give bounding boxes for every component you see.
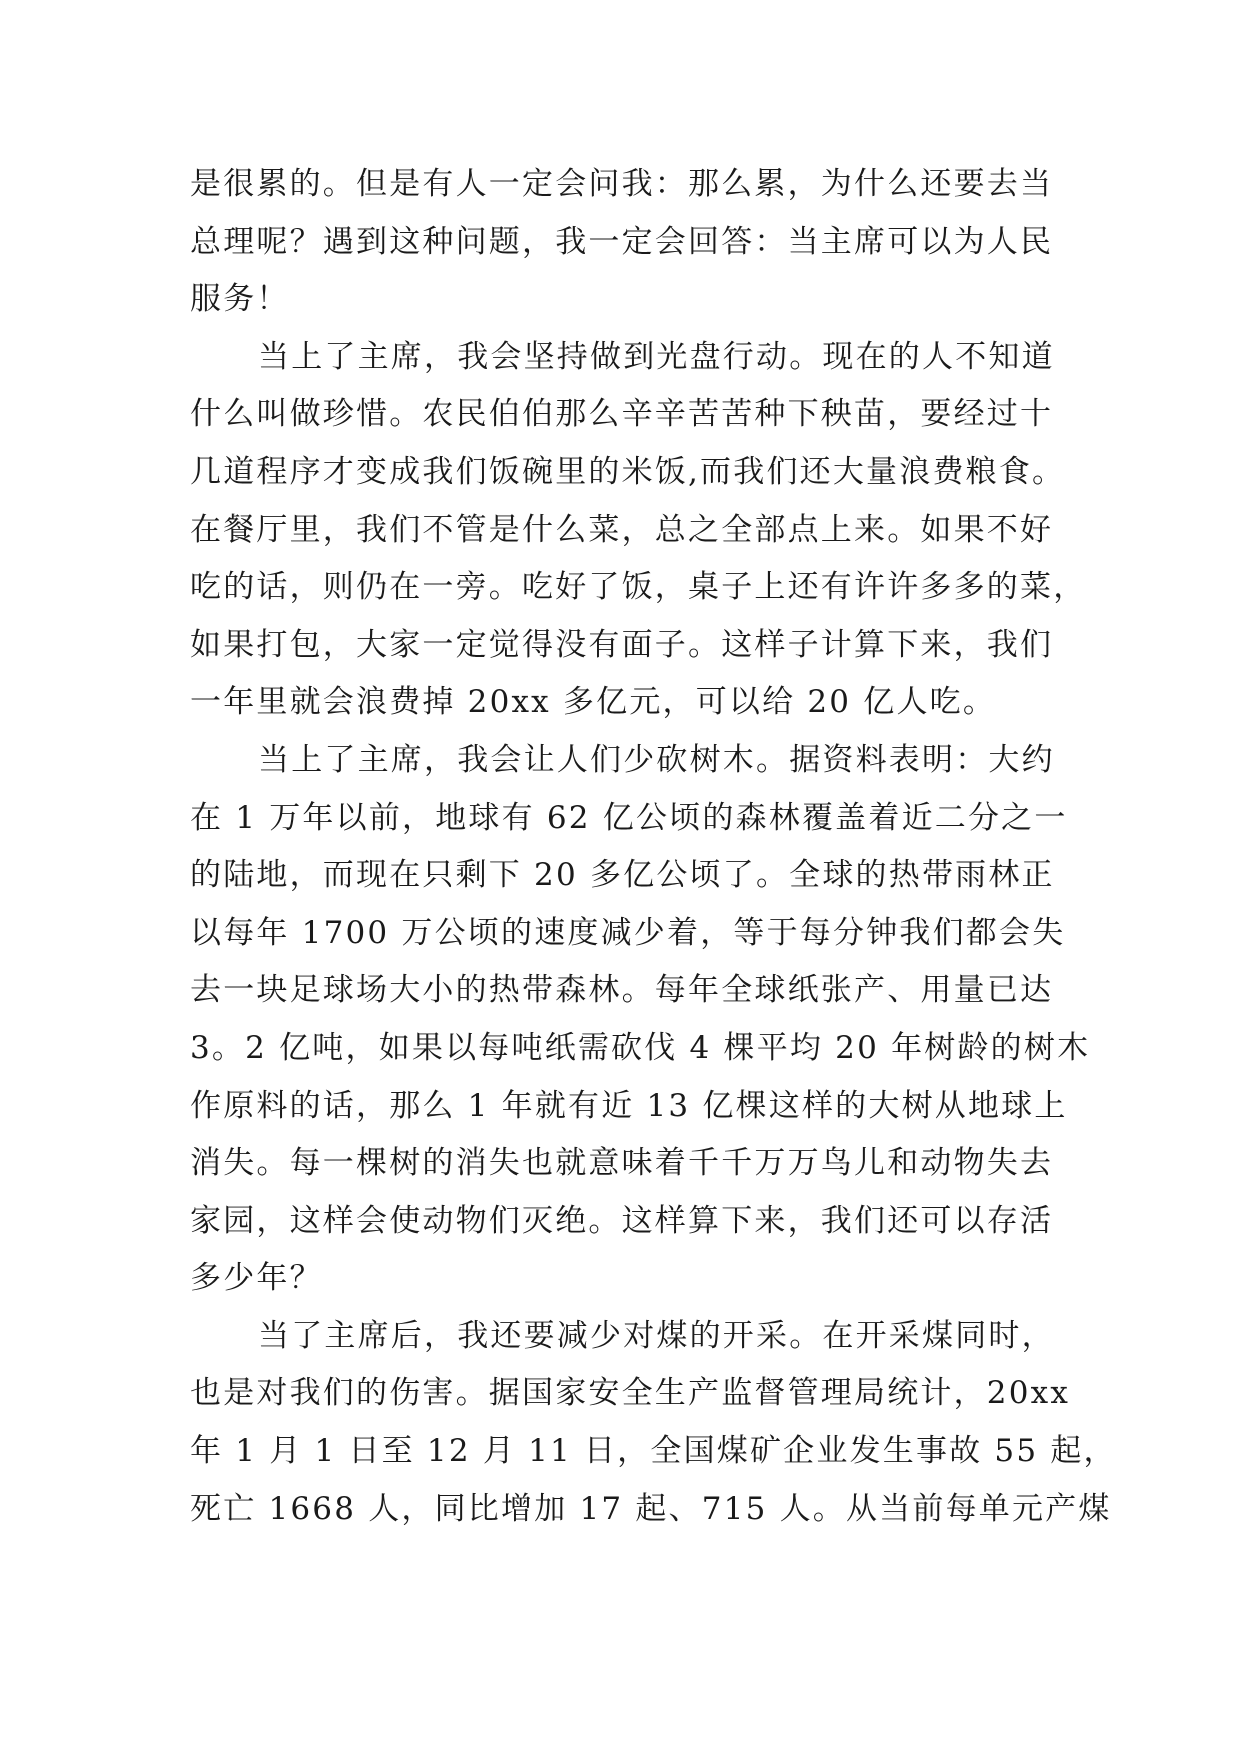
text-line: 去一块足球场大小的热带森林。每年全球纸张产、用量已达 <box>190 972 1054 1009</box>
text-line: 以每年 1700 万公顷的速度减少着，等于每分钟我们都会失 <box>190 914 1066 951</box>
text-line: 家园，这样会使动物们灭绝。这样算下来，我们还可以存活 <box>190 1202 1054 1239</box>
text-line: 服务！ <box>190 281 290 318</box>
text-line: 一年里就会浪费掉 20xx 多亿元，可以给 20 亿人吃。 <box>190 684 997 721</box>
text-line: 多少年？ <box>190 1260 323 1297</box>
paragraph-first-line: 当上了主席，我会让人们少砍树木。据资料表明：大约 <box>258 741 1055 778</box>
text-line: 是很累的。但是有人一定会问我：那么累，为什么还要去当 <box>190 166 1054 202</box>
text-line: 作原料的话，那么 1 年就有近 13 亿棵这样的大树从地球上 <box>190 1087 1068 1124</box>
text-line: 年 1 月 1 日至 12 月 11 日，全国煤矿企业发生事故 55 起， <box>190 1433 1117 1470</box>
text-line: 吃的话，则仍在一旁。吃好了饭，桌子上还有许许多多的菜， <box>190 569 1087 606</box>
text-line: 几道程序才变成我们饭碗里的米饭,而我们还大量浪费粮食。 <box>190 453 1066 490</box>
text-line: 如果打包，大家一定觉得没有面子。这样子计算下来，我们 <box>190 626 1054 663</box>
paragraph-first-line: 当了主席后，我还要减少对煤的开采。在开采煤同时， <box>258 1317 1055 1354</box>
text-line: 的陆地，而现在只剩下 20 多亿公顷了。全球的热带雨林正 <box>190 857 1055 894</box>
text-line: 在 1 万年以前，地球有 62 亿公顷的森林覆盖着近二分之一 <box>190 799 1068 836</box>
text-line: 什么叫做珍惜。农民伯伯那么辛辛苦苦种下秧苗，要经过十 <box>190 396 1054 433</box>
text-line: 在餐厅里，我们不管是什么菜，总之全部点上来。如果不好 <box>190 511 1054 548</box>
text-line: 总理呢？遇到这种问题，我一定会回答：当主席可以为人民 <box>190 223 1054 260</box>
document-body <box>190 156 1117 1538</box>
paragraph-first-line: 当上了主席，我会坚持做到光盘行动。现在的人不知道 <box>258 338 1055 375</box>
text-line: 消失。每一棵树的消失也就意味着千千万万鸟儿和动物失去 <box>190 1145 1054 1182</box>
text-line: 死亡 1668 人，同比增加 17 起、715 人。从当前每单元产煤 <box>190 1490 1112 1527</box>
text-line: 也是对我们的伤害。据国家安全生产监督管理局统计，20xx <box>190 1375 1071 1412</box>
text-line: 3。2 亿吨，如果以每吨纸需砍伐 4 棵平均 20 年树龄的树木 <box>190 1029 1091 1066</box>
